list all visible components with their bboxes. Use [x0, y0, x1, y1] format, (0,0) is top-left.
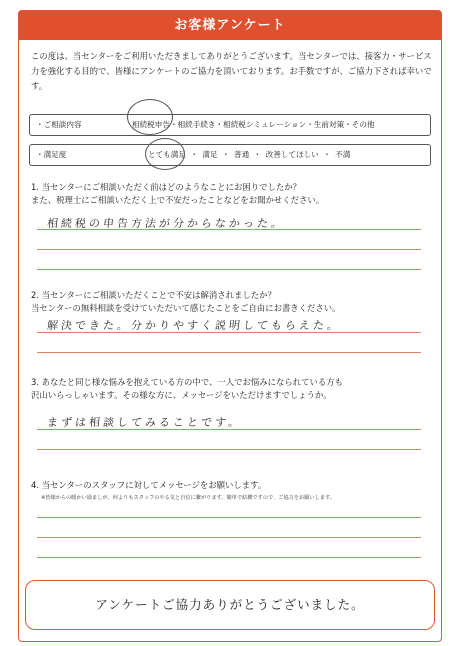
question-4: 4. 当センターのスタッフに対してメッセージをお願いします。 — [31, 480, 267, 490]
answer-line — [37, 517, 421, 518]
answer-line — [37, 449, 421, 450]
question-3: 3. あなたと同じ様な悩みを抱えている方の中で、一人でお悩みになられている方も 沢山いらっしゃいます。その様な方に、メッセージをいただけますでしょうか。 — [31, 377, 343, 400]
survey-sheet — [18, 10, 442, 642]
answer-line — [37, 269, 421, 270]
question-4-note: ※皆様からの暖かい励ましが、何よりもスタッフのやる気と自信に繋がります。簡単で結構ですので、ご協力をお願いします。 — [41, 495, 335, 501]
consult-type-row — [29, 114, 431, 136]
thanks-banner: アンケートご協力ありがとうございました。 — [25, 580, 435, 630]
answer-line — [37, 352, 421, 353]
satisfaction-row — [29, 144, 431, 166]
consult-type-label: ・ご相談内容 — [36, 120, 82, 129]
intro-text: この度は、当センターをご利用いただきましてありがとうございます。当センターでは、接客力・サービス力を強化する目的で、皆様にアンケートのご協力を頂いております。お手数ですが、ご協力下されば幸いです。 — [31, 51, 432, 91]
consult-selection-circle — [127, 99, 173, 135]
answer-1[interactable]: 相続税の申告方法が分からなかった。 — [46, 217, 286, 230]
question-2: 2. 当センターにご相談いただくことで不安は解消されましたか？ 当センターの無料相談を受けていただいて感じたことをご自由にお書きください。 — [31, 290, 341, 313]
answer-3[interactable]: まずは相談してみることです。 — [46, 416, 243, 429]
question-1: 1. 当センターにご相談いただく前はどのようなことにお困りでしたか？ また、税理士にご相談いただく上で不安だったことなどをお聞かせください。 — [31, 182, 325, 205]
answer-line — [37, 557, 421, 558]
satisfaction-options[interactable]: とても満足 ・ 満足 ・ 普通 ・ 改善してほしい ・ 不満 — [148, 150, 351, 159]
answer-2[interactable]: 解決できた。分かりやすく説明してもらえた。 — [46, 319, 342, 332]
answer-line — [37, 249, 421, 250]
satisfaction-label: ・満足度 — [36, 150, 67, 159]
satisfaction-selection-circle — [145, 138, 185, 170]
answer-line — [37, 537, 421, 538]
survey-title: お客様アンケート — [19, 11, 441, 40]
consult-type-options[interactable]: 相続税申告・相続手続き・相続税シミュレーション・生前対策・その他 — [132, 120, 375, 129]
